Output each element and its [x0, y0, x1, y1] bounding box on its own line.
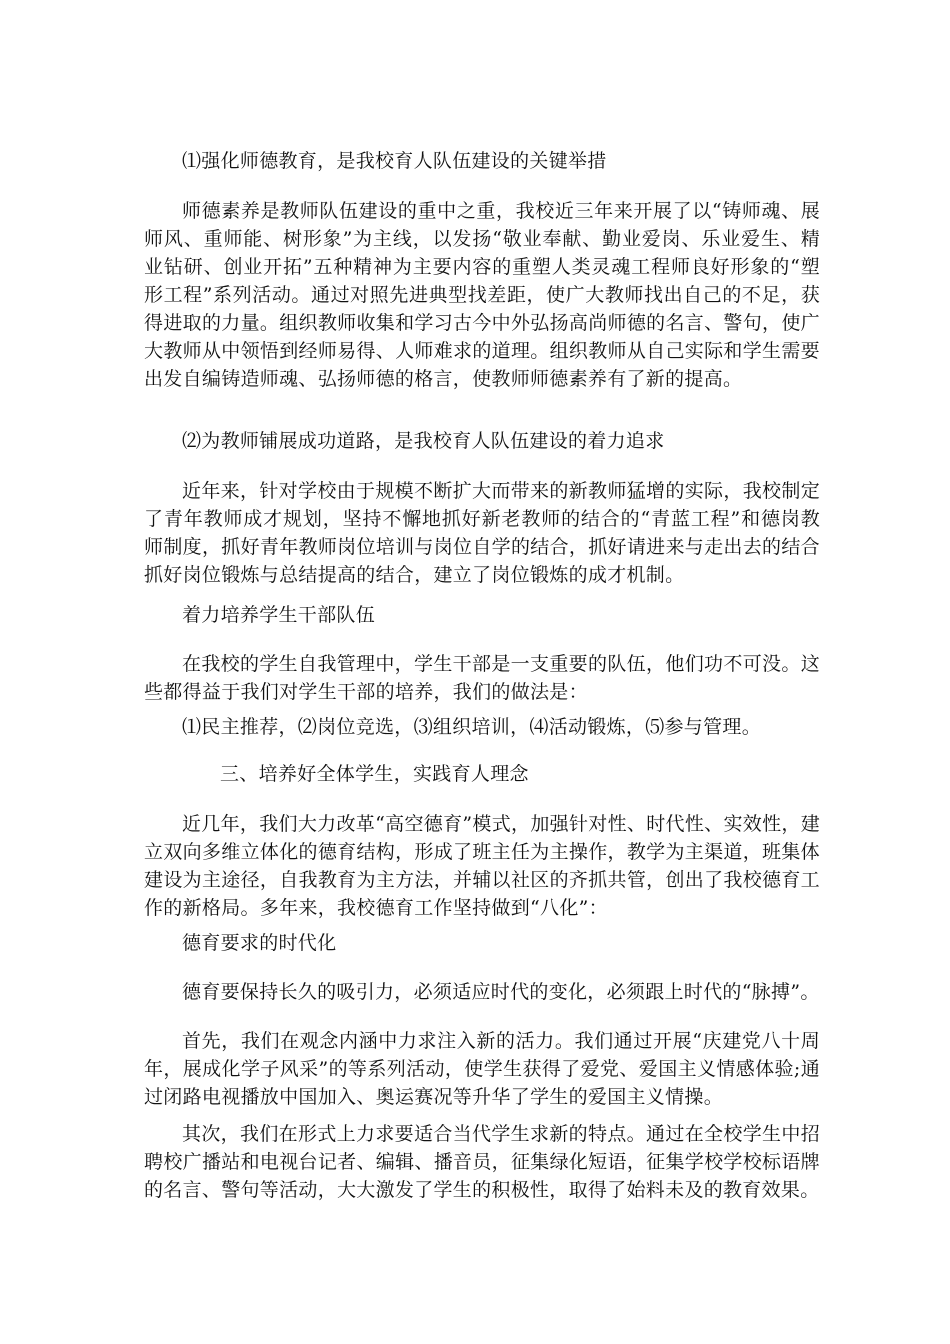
- paragraph-student-cadres: 在我校的学生自我管理中，学生干部是一支重要的队伍，他们功不可没。这些都得益于我们对学生干部的培养，我们的做法是：: [144, 653, 820, 703]
- section-heading-student-cadres: 着力培养学生干部队伍: [182, 604, 376, 626]
- paragraph-first: 首先，我们在观念内涵中力求注入新的活力。我们通过开展“庆建党八十周年，展成化学子风采”的等系列活动，使学生获得了爱党、爱国主义情感体验;通过闭路电视播放中国加入、奥运赛况等升华了学生的爱国主义情操。: [144, 1030, 820, 1108]
- paragraph-appeal: 德育要保持长久的吸引力，必须适应时代的变化，必须跟上时代的“脉搏”。: [182, 981, 820, 1003]
- list-methods: ⑴民主推荐，⑵岗位竞选，⑶组织培训，⑷活动锻炼，⑸参与管理。: [182, 716, 762, 738]
- section-heading-modernization: 德育要求的时代化: [182, 932, 337, 954]
- paragraph-second: 其次，我们在形式上力求要适合当代学生求新的特点。通过在全校学生中招聘校广播站和电视台记者、编辑、播音员，征集绿化短语，征集学校学校标语牌的名言、警句等活动，大大激发了学生的积极性，取得了始料未及的教育效果。: [144, 1123, 820, 1201]
- paragraph-teacher-ethics: 师德素养是教师队伍建设的重中之重，我校近三年来开展了以“铸师魂、展师风、重师能、树形象”为主线，以发扬“敬业奉献、勤业爱岗、乐业爱生、精业钻研、创业开拓”五种精神为主要内容的重塑人类灵魂工程师良好形象的“塑形工程”系列活动。通过对照先进典型找差距，使广大教师找出自己的不足，获得进取的力量。组织教师收集和学习古今中外弘扬高尚师德的名言、警句，使广大教师从中领悟到经师易得、人师难求的道理。组织教师从自己实际和学生需要出发自编铸造师魂、弘扬师德的格言，使教师师德素养有了新的提高。: [144, 200, 820, 390]
- section-heading-1: ⑴强化师德教育，是我校育人队伍建设的关键举措: [182, 150, 607, 172]
- paragraph-young-teachers: 近年来，针对学校由于规模不断扩大而带来的新教师猛增的实际，我校制定了青年教师成才规划，坚持不懈地抓好新老教师的结合的“青蓝工程”和德岗教师制度，抓好青年教师岗位培训与岗位自学的结合，抓好请进来与走出去的结合抓好岗位锻炼与总结提高的结合，建立了岗位锻炼的成才机制。: [144, 480, 820, 586]
- chapter-heading-three: 三、培养好全体学生，实践育人理念: [220, 763, 529, 785]
- paragraph-moral-education-reform: 近几年，我们大力改革“高空德育”模式，加强针对性、时代性、实效性，建立双向多维立体化的德育结构，形成了班主任为主操作，教学为主渠道，班集体建设为主途径，自我教育为主方法，并辅以社区的齐抓共管，创出了我校德育工作的新格局。多年来，我校德育工作坚持做到“八化”：: [144, 813, 820, 919]
- section-heading-2: ⑵为教师铺展成功道路，是我校育人队伍建设的着力追求: [182, 430, 665, 452]
